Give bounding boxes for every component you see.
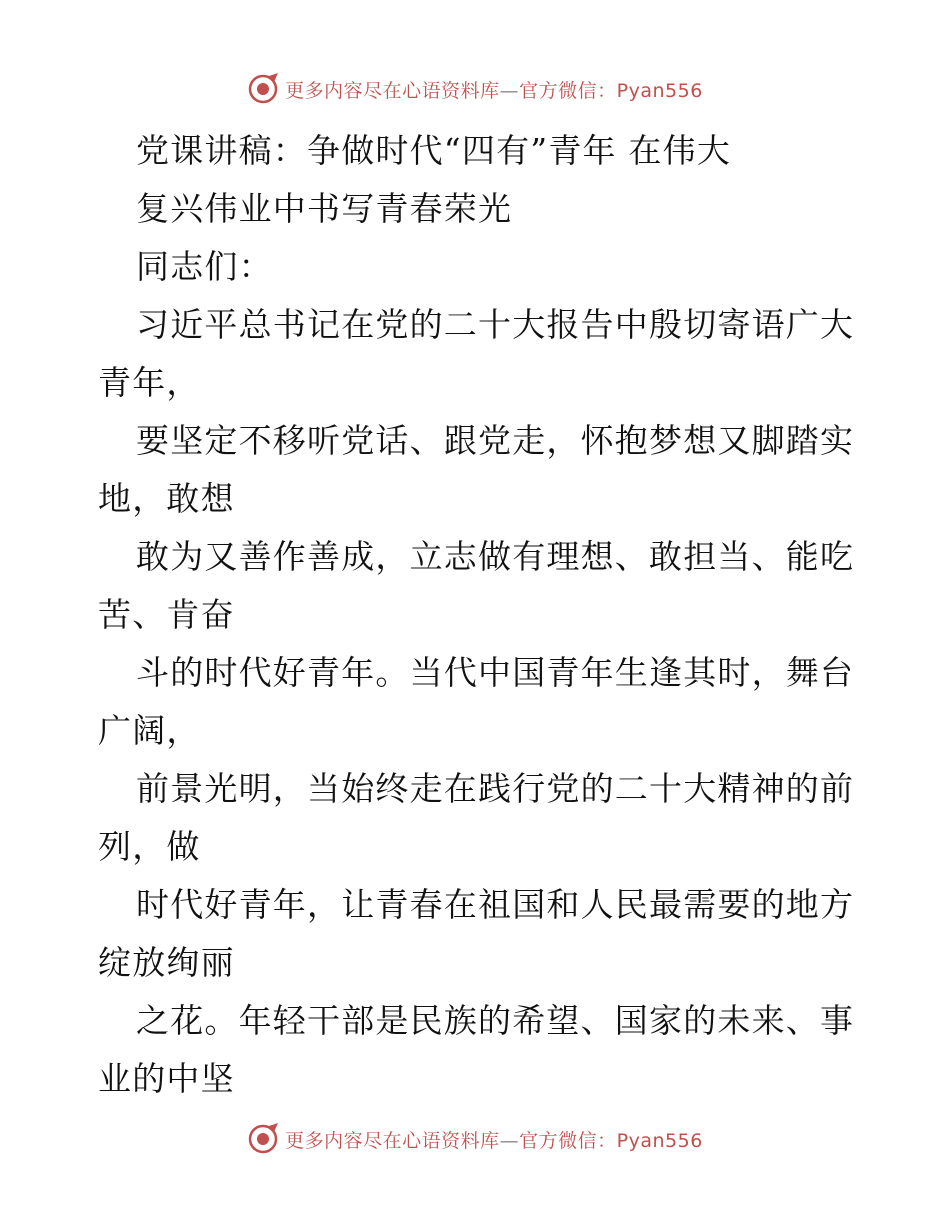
watermark-contact: 官方微信：Pyan556 <box>519 79 703 102</box>
document-title-line-2: 复兴伟业中书写青春荣光 <box>136 189 513 228</box>
paragraph-line: 列，做 <box>98 827 201 866</box>
watermark-contact: 官方微信：Pyan556 <box>519 1129 703 1152</box>
paragraph-line: 习近平总书记在党的二十大报告中殷切寄语广大 <box>136 305 855 344</box>
paragraph-line: 敢为又善作善成，立志做有理想、敢担当、能吃 <box>136 537 855 576</box>
paragraph-line: 斗的时代好青年。当代中国青年生逢其时，舞台 <box>136 653 855 692</box>
watermark-logo-icon <box>247 1122 281 1156</box>
footer-watermark <box>0 1122 950 1156</box>
watermark-separator: — <box>499 79 520 102</box>
paragraph-line: 前景光明，当始终走在践行党的二十大精神的前 <box>136 769 855 808</box>
watermark-separator: — <box>499 1129 520 1152</box>
paragraph-line: 绽放绚丽 <box>98 943 235 982</box>
greeting: 同志们： <box>136 247 273 286</box>
header-watermark <box>0 72 950 106</box>
paragraph-line: 业的中坚 <box>98 1059 235 1098</box>
watermark-label: 更多内容尽在心语资料库 <box>285 1129 500 1152</box>
paragraph-line: 时代好青年，让青春在祖国和人民最需要的地方 <box>136 885 855 924</box>
paragraph-line: 青年， <box>98 363 201 402</box>
document-title-line-1: 党课讲稿：争做时代“四有”青年 在伟大 <box>136 131 732 170</box>
paragraph-line: 地，敢想 <box>98 479 235 518</box>
watermark-logo-icon <box>247 72 281 106</box>
paragraph-line: 广阔， <box>98 711 201 750</box>
paragraph-line: 苦、肯奋 <box>98 595 235 634</box>
paragraph-line: 之花。年轻干部是民族的希望、国家的未来、事 <box>136 1001 855 1040</box>
document-body <box>98 122 858 1108</box>
paragraph-line: 要坚定不移听党话、跟党走，怀抱梦想又脚踏实 <box>136 421 855 460</box>
watermark-label: 更多内容尽在心语资料库 <box>285 79 500 102</box>
